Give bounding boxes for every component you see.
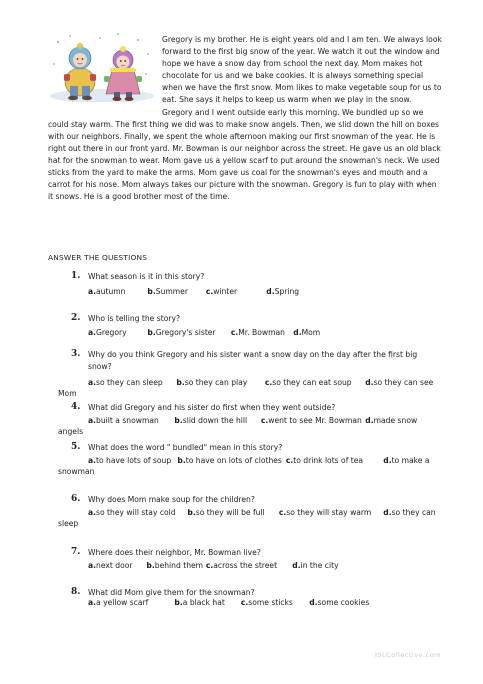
option-a[interactable]: a.a yellow scarf (88, 598, 149, 607)
option-b[interactable]: b.Gregory's sister (147, 328, 216, 337)
option-wrap-text: angels (58, 427, 84, 436)
option-d[interactable]: d.to make a (383, 456, 430, 465)
question-number: 3. (71, 349, 81, 359)
option-d[interactable]: d.made snow (365, 416, 418, 425)
option-c[interactable]: c.went to see Mr. Bowman (260, 416, 362, 425)
answer-options (88, 415, 417, 427)
question-text: What does the word " bundled" mean in this story? (88, 443, 283, 452)
option-c[interactable]: c.some sticks (240, 598, 293, 607)
question-number: 4. (71, 402, 81, 412)
option-b[interactable]: b.behind them (146, 561, 204, 570)
answer-options (88, 286, 299, 298)
option-wrap-text: Mom (58, 389, 77, 398)
question-number: 6. (71, 494, 81, 504)
option-b[interactable]: b.slid down the hill (174, 416, 248, 425)
option-a[interactable]: a.so they can sleep (88, 378, 163, 387)
option-wrap-text: sleep (58, 519, 79, 528)
answer-options (88, 377, 433, 389)
option-a[interactable]: a.to have lots of soup (88, 456, 172, 465)
question-number: 7. (71, 547, 81, 557)
question-text: What season is it in this story? (88, 272, 205, 281)
option-d[interactable]: d.some cookies (309, 598, 370, 607)
option-d[interactable]: d.Spring (266, 287, 300, 296)
option-b[interactable]: b.a black hat (174, 598, 225, 607)
option-c[interactable]: c.winter (205, 287, 238, 296)
option-d[interactable]: d.Mom (293, 328, 321, 337)
option-d[interactable]: d.so they can (383, 508, 436, 517)
option-d[interactable]: d.in the city (292, 561, 339, 570)
option-wrap-text: snowman (58, 467, 95, 476)
question-number: 2. (71, 313, 81, 323)
watermark-text: ISLCollective.com (374, 651, 441, 659)
option-c[interactable]: c.to drink lots of tea (285, 456, 364, 465)
question-text: Why do you think Gregory and his sister want a snow day on the day after the first big snow? (88, 350, 418, 371)
answer-options (88, 597, 369, 609)
option-a[interactable]: a.autumn (88, 287, 126, 296)
option-c[interactable]: c.across the street (205, 561, 278, 570)
question-text: Where does their neighbor, Mr. Bowman live? (88, 548, 261, 557)
option-b[interactable]: b.so they can play (176, 378, 248, 387)
option-a[interactable]: a.next door (88, 561, 133, 570)
option-b[interactable]: b.so they will be full (187, 508, 265, 517)
option-c[interactable]: c.so they can eat soup (264, 378, 352, 387)
answer-options (88, 507, 436, 519)
option-a[interactable]: a.Gregory (88, 328, 127, 337)
question-number: 8. (71, 587, 81, 597)
answer-options (88, 327, 320, 339)
option-c[interactable]: c.so they will stay warm (278, 508, 372, 517)
option-a[interactable]: a.built a snowman (88, 416, 159, 425)
answer-options (88, 560, 339, 572)
question-text: What did Gregory and his sister do first when they went outside? (88, 403, 336, 412)
option-d[interactable]: d.so they can see (365, 378, 434, 387)
option-c[interactable]: c.Mr. Bowman (230, 328, 285, 337)
option-a[interactable]: a.so they will stay cold (88, 508, 176, 517)
question-number: 5. (71, 442, 81, 452)
answer-questions-heading: ANSWER THE QUESTIONS (48, 253, 148, 262)
answer-options (88, 455, 430, 467)
question-text: Why does Mom make soup for the children? (88, 495, 255, 504)
option-b[interactable]: b.Summer (147, 287, 188, 296)
story-paragraph: Gregory is my brother. He is eight years old and I am ten. We always look forward to the first big snow of the year. We watch it out the window and hope we have a snow day from school the next day. Mom makes hot chocolate for us and we bake cookies. It is always something special when we have the first snow. Mom likes to make vegetable soup for us to eat. She says it helps to keep us warm when we play in the snow. Gregory and I went outside early this morning. We bundled up so we could stay warm. The first thing we did was to make snow angels. Then, we slid down the hill on boxes with our neighbors. Finally, we spent the whole afternoon making our first snowman of the year. He is right out there in our front yard. Mr. Bowman is our neighbor across the street. He gave us an old black hat for the snowman to wear. Mom gave us a yellow scarf to put around the snowman's neck. We used sticks from the yard to make the arms. Mom gave us coal for the snowman's eyes and mouth and a carrot for his nose. Mom always takes our picture with the snowman. Gregory is fun to play with when it snows. He is a good brother most of the time. (48, 35, 442, 202)
question-text: What did Mom give them for the snowman? (88, 588, 255, 597)
option-b[interactable]: b.to have on lots of clothes (177, 456, 282, 465)
question-text: Who is telling the story? (88, 314, 180, 323)
question-number: 1. (71, 271, 81, 281)
